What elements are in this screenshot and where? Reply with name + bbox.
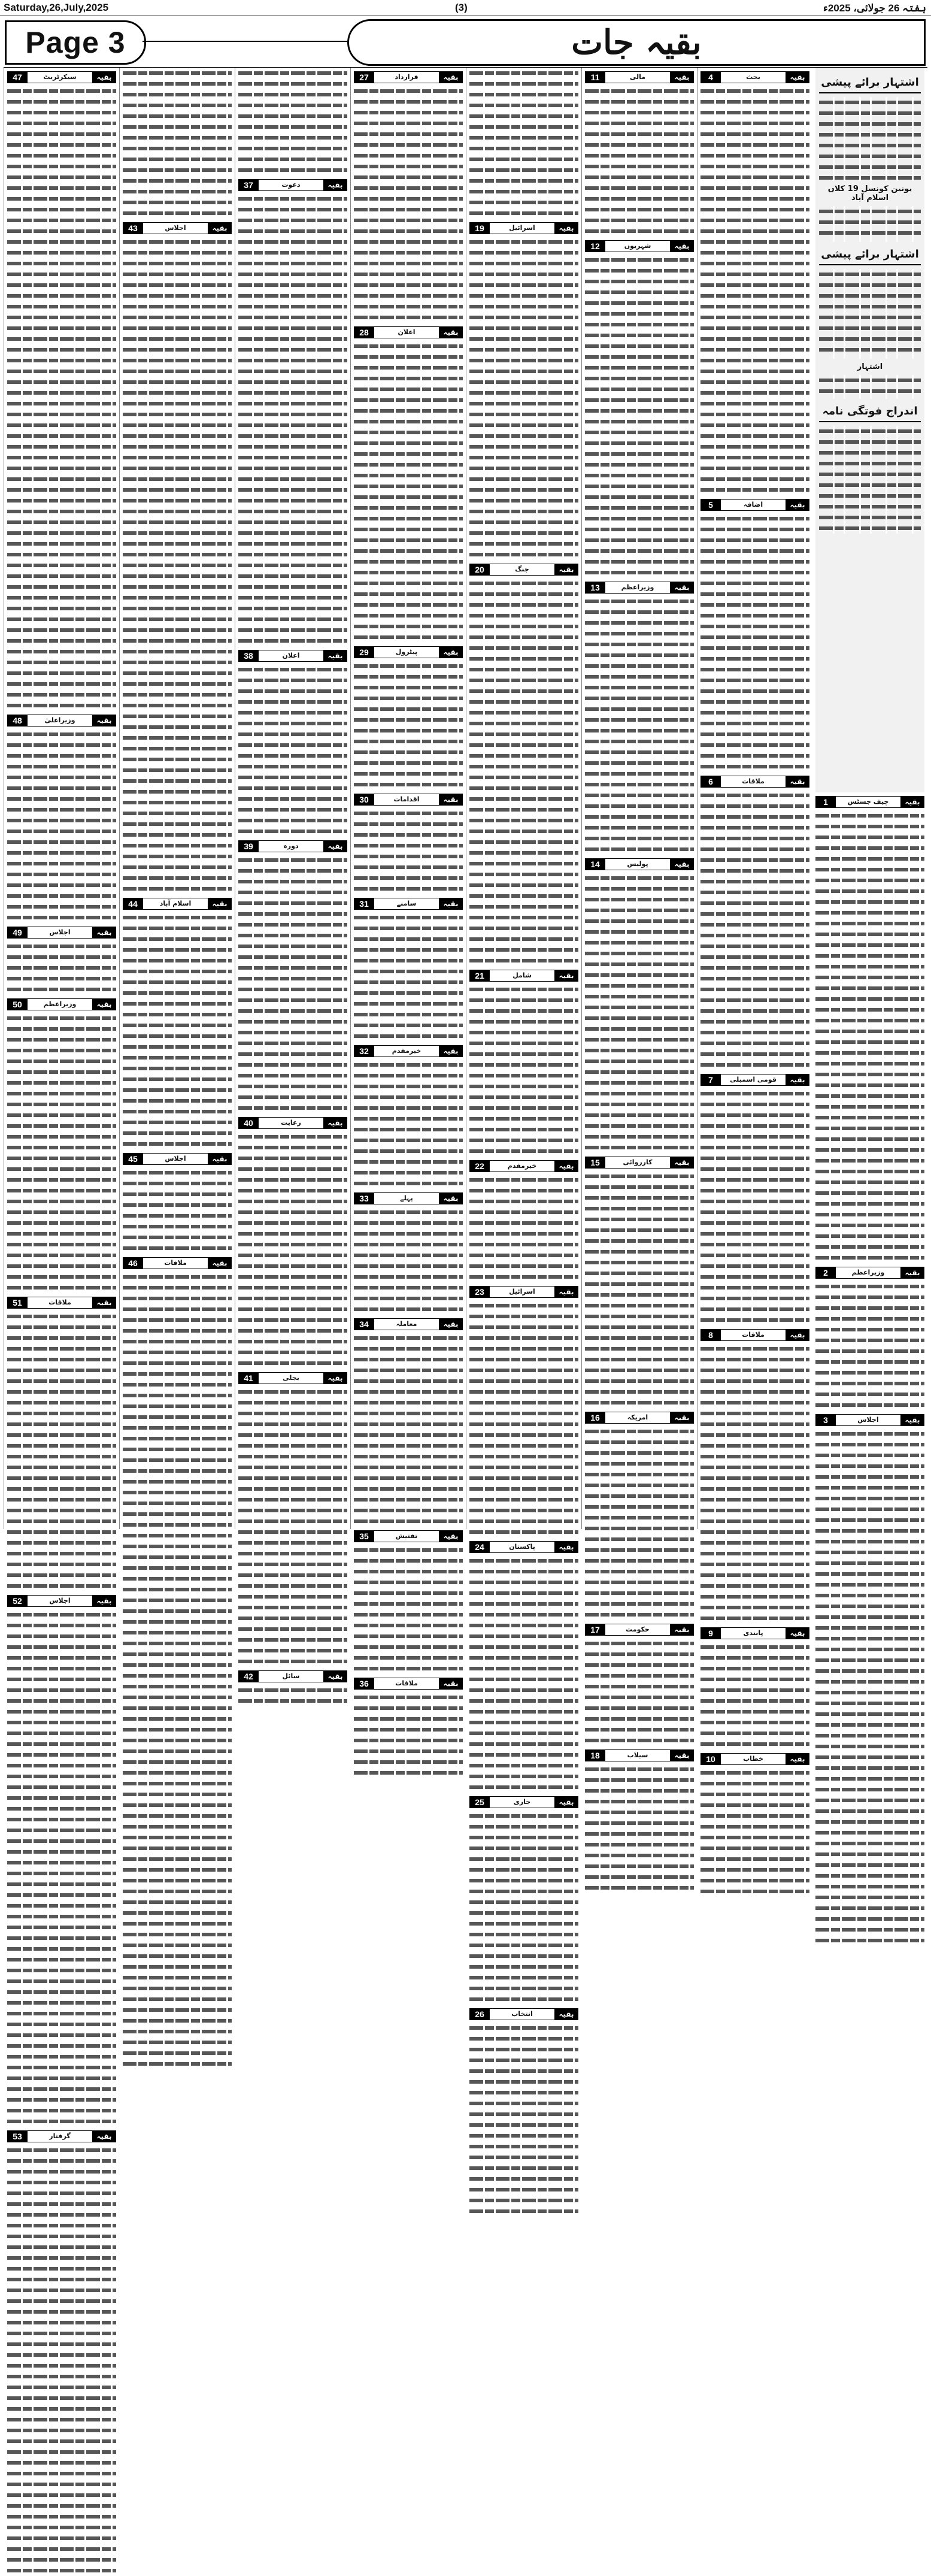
article-text-block: [354, 1207, 463, 1315]
continuation-title: دورہ: [259, 840, 323, 852]
continuation-number: 19: [469, 222, 490, 234]
continuation-title: قرارداد: [374, 71, 439, 83]
article-text-block: [7, 1311, 116, 1591]
continuation-number: 2: [815, 1267, 836, 1279]
continuation-header: [7, 2130, 116, 2142]
baqia-label: بقیہ: [900, 1414, 924, 1426]
baqia-label: بقیہ: [439, 646, 463, 658]
continuation-header: [585, 1624, 694, 1636]
continuation-title: امریکہ: [605, 1412, 670, 1424]
continuation-header: [700, 1074, 809, 1086]
article-text-block: [700, 1642, 809, 1749]
article-text-block: [815, 1281, 924, 1410]
continuation-title: انتخاب: [490, 2008, 554, 2020]
continuation-number: 20: [469, 564, 490, 576]
continuation-title: وزیراعظم: [28, 998, 92, 1010]
ad-text-block: [819, 97, 921, 181]
news-column: [350, 68, 466, 1688]
continuation-header: [123, 1153, 232, 1165]
continuation-number: 37: [238, 179, 259, 191]
date-urdu: ہفتہ 26 جولائی، 2025ء: [823, 2, 926, 14]
continuation-number: 36: [354, 1678, 374, 1690]
baqia-label: بقیہ: [92, 71, 116, 83]
baqia-label: بقیہ: [92, 927, 116, 939]
continuation-header: [7, 71, 116, 83]
continuation-number: 22: [469, 1160, 490, 1172]
continuation-number: 47: [7, 71, 28, 83]
continuation-number: 7: [700, 1074, 721, 1086]
baqia-label: بقیہ: [92, 715, 116, 727]
article-text-block: [469, 237, 578, 560]
continuation-title: سیکرٹریٹ: [28, 71, 92, 83]
continuation-number: 41: [238, 1372, 259, 1384]
article-text-block: [7, 729, 116, 923]
continuation-number: 43: [123, 222, 143, 234]
continuation-title: اعلان: [259, 650, 323, 662]
continuation-title: اسرائیل: [490, 222, 554, 234]
continuation-number: 40: [238, 1117, 259, 1129]
continuation-header: [7, 998, 116, 1010]
continuation-title: کارروائی: [605, 1157, 670, 1169]
baqia-label: بقیہ: [323, 840, 347, 852]
news-column: [466, 68, 581, 2019]
continuation-header: [354, 1192, 463, 1204]
continuation-header: [238, 1670, 347, 1682]
article-text-block: [7, 1609, 116, 2127]
article-text-block: [815, 810, 924, 1263]
continuation-title: گرفتار: [28, 2130, 92, 2142]
news-column: [697, 68, 812, 1764]
continuation-title: ملاقات: [721, 1329, 786, 1341]
continuation-header: [469, 1796, 578, 1808]
continuation-number: 26: [469, 2008, 490, 2020]
article-text-block: [469, 984, 578, 1157]
baqia-label: بقیہ: [554, 1796, 578, 1808]
continuation-title: رعایت: [259, 1117, 323, 1129]
continuation-title: ملاقات: [721, 776, 786, 788]
article-text-block: [238, 1685, 347, 1706]
continuation-title: پولیس: [605, 858, 670, 870]
ad-heading: اشتہار: [857, 362, 883, 371]
continuation-header: [585, 1412, 694, 1424]
continuation-header: [238, 1117, 347, 1129]
article-text-block: [354, 341, 463, 643]
continuation-header: [238, 840, 347, 852]
baqia-label: بقیہ: [439, 1045, 463, 1057]
continuation-title: خیرمقدم: [374, 1045, 439, 1057]
article-text-block: [585, 873, 694, 1153]
continuation-title: ملاقات: [28, 1297, 92, 1309]
continuation-header: [585, 858, 694, 870]
article-text-block: [585, 596, 694, 855]
continuation-title: چیف جسٹس: [836, 796, 900, 808]
article-text-block: [238, 664, 347, 837]
continuation-header: [354, 71, 463, 83]
article-text-block: [354, 1692, 463, 1778]
continuation-number: 46: [123, 1257, 143, 1269]
news-column: [581, 68, 697, 1760]
continuation-number: 33: [354, 1192, 374, 1204]
article-text-block: [354, 808, 463, 894]
continuation-number: 49: [7, 927, 28, 939]
continuation-header: [585, 1749, 694, 1761]
continuation-number: 38: [238, 650, 259, 662]
article-text-block: [238, 193, 347, 646]
continuation-header: [238, 179, 347, 191]
continuation-title: معاملہ: [374, 1318, 439, 1330]
continuation-header: [700, 1329, 809, 1341]
continuation-number: 50: [7, 998, 28, 1010]
ad-heading: اشتہار برائے پیشی: [819, 74, 921, 93]
continuation-header: [585, 582, 694, 594]
baqia-label: بقیہ: [323, 1117, 347, 1129]
continuation-number: 11: [585, 71, 605, 83]
continuation-header: [354, 1318, 463, 1330]
continuation-title: حکومت: [605, 1624, 670, 1636]
continuation-number: 9: [700, 1627, 721, 1639]
baqia-label: بقیہ: [554, 970, 578, 982]
article-text-block: [354, 661, 463, 790]
continuation-number: 4: [700, 71, 721, 83]
article-text-block: [469, 1300, 578, 1537]
continuation-number: 39: [238, 840, 259, 852]
continuation-number: 42: [238, 1670, 259, 1682]
continuation-title: اعلان: [374, 326, 439, 338]
article-text-block: [815, 1428, 924, 1946]
article-text-block: [585, 86, 694, 237]
continuation-title: وزیراعلیٰ: [28, 715, 92, 727]
continuation-title: اجلاس: [143, 1153, 208, 1165]
continuation-title: شہریوں: [605, 240, 670, 252]
baqia-label: بقیہ: [670, 858, 694, 870]
continuation-title: خطاب: [721, 1753, 786, 1765]
baqia-label: بقیہ: [323, 1372, 347, 1384]
baqia-label: بقیہ: [208, 898, 232, 910]
baqia-label: بقیہ: [670, 1749, 694, 1761]
baqia-label: بقیہ: [439, 1192, 463, 1204]
continuation-number: 6: [700, 776, 721, 788]
baqia-label: بقیہ: [554, 2008, 578, 2020]
continuation-number: 3: [815, 1414, 836, 1426]
article-text-block: [123, 1638, 232, 2069]
ad-text-block: [819, 375, 921, 399]
baqia-label: بقیہ: [786, 1627, 809, 1639]
continuation-number: 29: [354, 646, 374, 658]
baqia-label: بقیہ: [900, 1267, 924, 1279]
continuation-number: 27: [354, 71, 374, 83]
continuation-number: 31: [354, 898, 374, 910]
continuation-header: [7, 1297, 116, 1309]
news-column: [4, 68, 119, 2141]
baqia-label: بقیہ: [439, 71, 463, 83]
ad-heading: یونین کونسل 19 کلاں اسلام آباد: [827, 184, 912, 202]
continuation-number: 15: [585, 1157, 605, 1169]
continuation-title: ملاقات: [374, 1678, 439, 1690]
article-text-block: [585, 255, 694, 578]
continuation-title: اجلاس: [143, 222, 208, 234]
ad-heading: اشتہار برائے پیشی: [819, 246, 921, 265]
continuation-title: اسرائیل: [490, 1286, 554, 1298]
article-text-block: [7, 941, 116, 995]
article-text-block: [238, 1131, 347, 1369]
continuation-header: [700, 499, 809, 511]
continuation-title: پہلے: [374, 1192, 439, 1204]
ad-heading: اندراج فوتگی نامہ: [819, 402, 921, 422]
classified-ads-box: [815, 68, 924, 792]
baqia-label: بقیہ: [439, 1318, 463, 1330]
continuation-header: [238, 650, 347, 662]
continuation-number: 35: [354, 1530, 374, 1542]
baqia-label: بقیہ: [786, 499, 809, 511]
baqia-label: بقیہ: [670, 1624, 694, 1636]
continuation-header: [469, 222, 578, 234]
baqia-label: بقیہ: [208, 222, 232, 234]
baqia-label: بقیہ: [92, 1595, 116, 1607]
continuation-number: 24: [469, 1541, 490, 1553]
baqia-label: بقیہ: [208, 1257, 232, 1269]
article-text-block: [469, 2023, 578, 2217]
article-text-block: [123, 237, 232, 894]
article-text-block: [123, 1167, 232, 1254]
news-column: [812, 68, 927, 1529]
masthead-rule: [142, 41, 347, 42]
continuation-title: خیرمقدم: [490, 1160, 554, 1172]
news-column: [235, 68, 350, 1681]
article-text-block: [238, 68, 347, 175]
baqia-label: بقیہ: [208, 1153, 232, 1165]
continuation-header: [469, 1286, 578, 1298]
baqia-label: بقیہ: [670, 1157, 694, 1169]
continuation-number: 53: [7, 2130, 28, 2142]
baqia-label: بقیہ: [670, 1412, 694, 1424]
baqia-label: بقیہ: [554, 564, 578, 576]
continuation-title: وزیراعظم: [836, 1267, 900, 1279]
continuation-title: مالی: [605, 71, 670, 83]
continuation-header: [469, 1160, 578, 1172]
baqia-label: بقیہ: [323, 1670, 347, 1682]
continuation-header: [354, 646, 463, 658]
baqia-label: بقیہ: [786, 1329, 809, 1341]
article-text-block: [700, 86, 809, 495]
continuation-header: [7, 715, 116, 727]
article-text-block: [585, 1638, 694, 1746]
continuation-number: 28: [354, 326, 374, 338]
continuation-header: [469, 1541, 578, 1553]
baqia-label: بقیہ: [786, 1074, 809, 1086]
continuation-number: 13: [585, 582, 605, 594]
continuation-title: پاکستان: [490, 1541, 554, 1553]
continuation-header: [7, 1595, 116, 1607]
continuation-header: [700, 71, 809, 83]
continuation-title: قومی اسمبلی: [721, 1074, 786, 1086]
baqia-label: بقیہ: [92, 998, 116, 1010]
article-text-block: [469, 1175, 578, 1282]
baqia-label: بقیہ: [786, 71, 809, 83]
continuation-header: [123, 898, 232, 910]
article-text-block: [469, 1811, 578, 2005]
continuation-number: 12: [585, 240, 605, 252]
continuation-header: [354, 1045, 463, 1057]
baqia-label: بقیہ: [323, 179, 347, 191]
continuation-header: [123, 222, 232, 234]
baqia-label: بقیہ: [323, 650, 347, 662]
continuation-title: جنگ: [490, 564, 554, 576]
continuation-number: 34: [354, 1318, 374, 1330]
baqia-label: بقیہ: [554, 1160, 578, 1172]
date-english: Saturday,26,July,2025: [4, 2, 109, 13]
continuation-title: بجلی: [259, 1372, 323, 1384]
continuation-number: 32: [354, 1045, 374, 1057]
continuation-header: [238, 1372, 347, 1384]
continuation-header: [354, 1530, 463, 1542]
article-text-block: [700, 1343, 809, 1624]
continuation-number: 30: [354, 794, 374, 806]
continuation-header: [469, 2008, 578, 2020]
baqia-label: بقیہ: [439, 1678, 463, 1690]
continuation-title: سائل: [259, 1670, 323, 1682]
continuation-header: [7, 927, 116, 939]
article-text-block: [354, 1333, 463, 1527]
article-text-block: [7, 2145, 116, 2576]
page-badge: Page 3: [5, 20, 146, 65]
continuation-title: اقدامات: [374, 794, 439, 806]
continuation-title: پابندی: [721, 1627, 786, 1639]
continuation-title: دعوت: [259, 179, 323, 191]
continuation-number: 18: [585, 1749, 605, 1761]
continuation-title: اضافہ: [721, 499, 786, 511]
article-text-block: [700, 1767, 809, 1897]
baqia-label: بقیہ: [900, 796, 924, 808]
article-text-block: [700, 1088, 809, 1325]
article-text-block: [123, 1272, 232, 1638]
continuation-number: 48: [7, 715, 28, 727]
continuation-number: 23: [469, 1286, 490, 1298]
article-text-block: [238, 1387, 347, 1667]
baqia-label: بقیہ: [670, 71, 694, 83]
ad-text-block: [819, 426, 921, 534]
continuation-title: سیلاب: [605, 1749, 670, 1761]
baqia-label: بقیہ: [786, 1753, 809, 1765]
baqia-label: بقیہ: [670, 582, 694, 594]
article-text-block: [585, 1764, 694, 1893]
article-text-block: [700, 513, 809, 772]
baqia-label: بقیہ: [670, 240, 694, 252]
continuation-number: 17: [585, 1624, 605, 1636]
continuation-number: 1: [815, 796, 836, 808]
article-text-block: [354, 1545, 463, 1674]
baqia-label: بقیہ: [439, 794, 463, 806]
baqia-label: بقیہ: [92, 1297, 116, 1309]
baqia-label: بقیہ: [439, 898, 463, 910]
article-text-block: [700, 790, 809, 1070]
continuation-number: 5: [700, 499, 721, 511]
continuation-number: 52: [7, 1595, 28, 1607]
ad-text-block: [819, 206, 921, 242]
continuation-title: تفتیش: [374, 1530, 439, 1542]
continuation-header: [700, 776, 809, 788]
baqia-label: بقیہ: [439, 1530, 463, 1542]
continuation-header: [123, 1257, 232, 1269]
article-text-block: [7, 1013, 116, 1293]
page-number: (3): [455, 2, 468, 13]
continuation-number: 21: [469, 970, 490, 982]
continuation-title: اسلام آباد: [143, 898, 208, 910]
article-text-block: [585, 1426, 694, 1620]
continuation-number: 45: [123, 1153, 143, 1165]
continuation-number: 16: [585, 1412, 605, 1424]
masthead: [0, 17, 931, 67]
continuation-title: وزیراعظم: [605, 582, 670, 594]
article-text-block: [354, 86, 463, 323]
article-text-block: [123, 68, 232, 219]
continuation-header: [585, 71, 694, 83]
article-text-block: [7, 86, 116, 711]
continuation-header: [354, 1678, 463, 1690]
continuation-header: [700, 1627, 809, 1639]
baqia-label: بقیہ: [554, 1286, 578, 1298]
continuation-title: ملاقات: [143, 1257, 208, 1269]
article-text-block: [469, 578, 578, 966]
continuation-title: اجلاس: [836, 1414, 900, 1426]
continuation-title: بحث: [721, 71, 786, 83]
continuation-number: 25: [469, 1796, 490, 1808]
continuation-title: اجلاس: [28, 927, 92, 939]
continuation-header: [815, 1414, 924, 1426]
top-info-bar: [0, 0, 931, 16]
continuation-number: 14: [585, 858, 605, 870]
continuation-header: [815, 796, 924, 808]
article-text-block: [469, 1555, 578, 1793]
baqia-label: بقیہ: [554, 1541, 578, 1553]
continuation-header: [354, 794, 463, 806]
article-text-block: [238, 855, 347, 1113]
article-text-block: [354, 912, 463, 1042]
article-text-block: [469, 68, 578, 219]
continuation-title: اجلاس: [28, 1595, 92, 1607]
page-title: بقیہ جات: [347, 19, 926, 66]
continuation-title: شامل: [490, 970, 554, 982]
continuation-number: 44: [123, 898, 143, 910]
continuation-header: [585, 1157, 694, 1169]
ad-text-block: [819, 269, 921, 359]
article-text-block: [123, 912, 232, 1149]
continuation-header: [585, 240, 694, 252]
continuation-header: [354, 326, 463, 338]
continuation-header: [815, 1267, 924, 1279]
continuation-header: [469, 970, 578, 982]
baqia-label: بقیہ: [554, 222, 578, 234]
article-text-block: [354, 1060, 463, 1189]
continuation-title: پیٹرول: [374, 646, 439, 658]
continuation-header: [354, 898, 463, 910]
continuation-title: جاری: [490, 1796, 554, 1808]
baqia-label: بقیہ: [92, 2130, 116, 2142]
continuation-number: 10: [700, 1753, 721, 1765]
article-text-block: [585, 1171, 694, 1408]
continuation-header: [469, 564, 578, 576]
continuation-header: [700, 1753, 809, 1765]
baqia-label: بقیہ: [786, 776, 809, 788]
continuation-number: 51: [7, 1297, 28, 1309]
continuation-number: 8: [700, 1329, 721, 1341]
baqia-label: بقیہ: [439, 326, 463, 338]
news-column: [119, 68, 235, 1529]
news-columns: [4, 67, 927, 2141]
continuation-title: سامنے: [374, 898, 439, 910]
